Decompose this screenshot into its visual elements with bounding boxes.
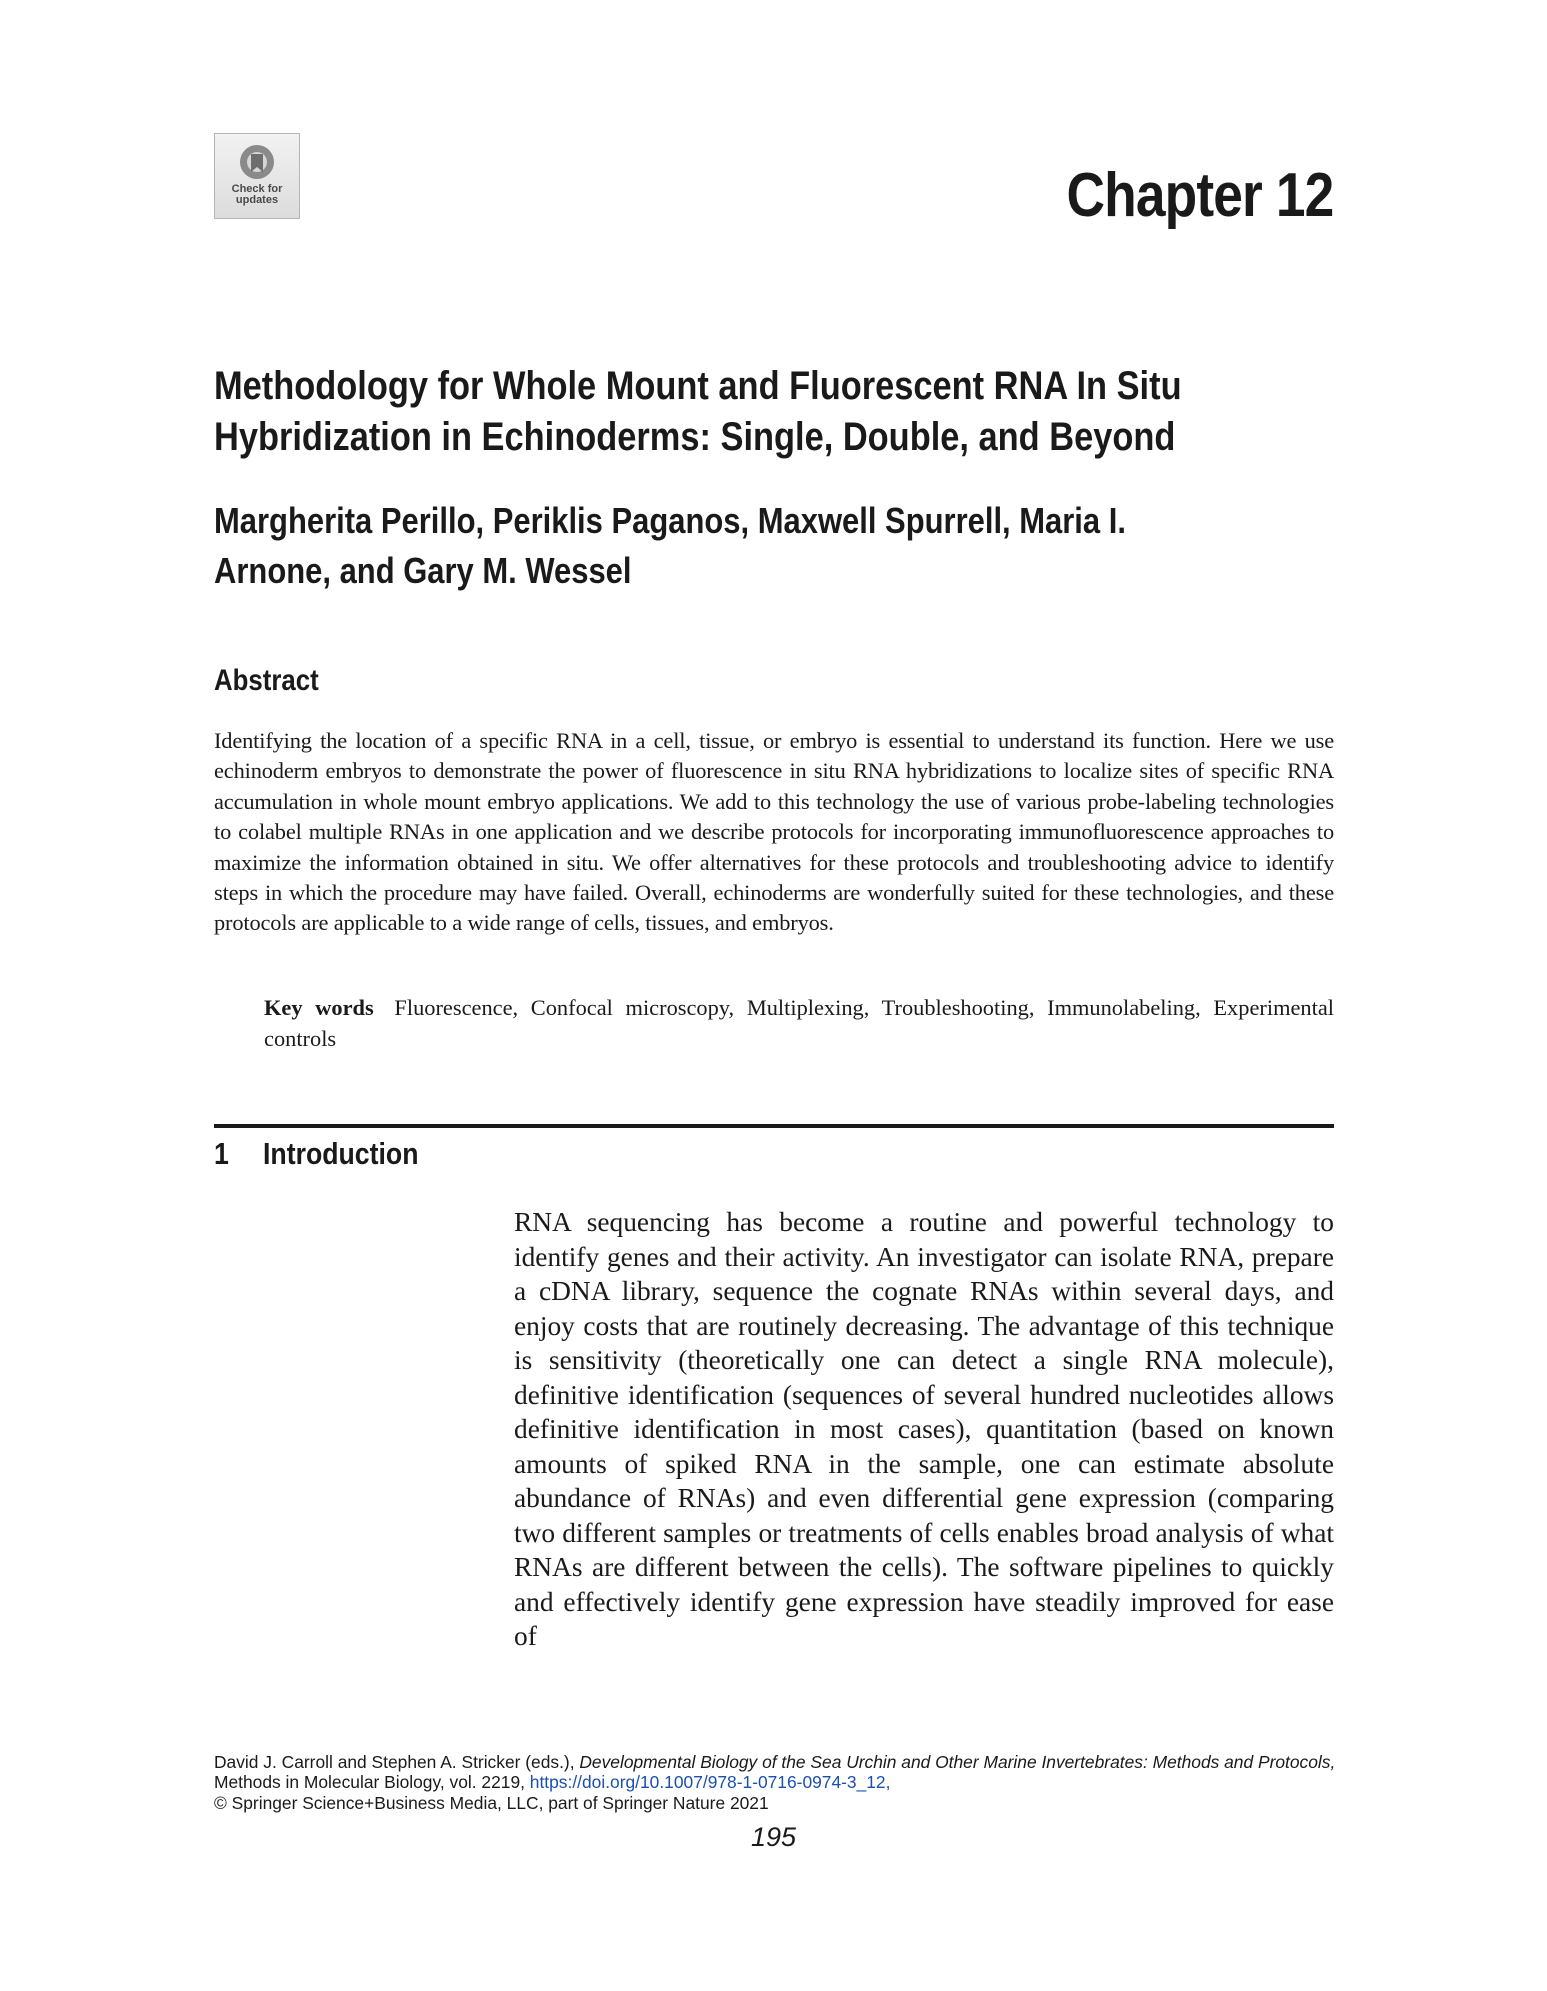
section-title: Introduction bbox=[263, 1136, 419, 1171]
check-for-updates-icon bbox=[215, 142, 299, 182]
section-divider bbox=[214, 1124, 1334, 1128]
keywords-label: Key words bbox=[264, 995, 374, 1020]
abstract-body: Identifying the location of a specific RNA in a cell, tissue, or embryo is essential to understand its function. Here we use echinoderm embryos to demonstrate the power of fluorescence in situ RNA hybridizations to localize sites of specific RNA accumulation in whole mount embryo applications. We add to this technology the use of various probe-labeling technologies to colabel multiple RNAs in one application and we describe protocols for incorporating immunofluorescence approaches to maximize the information obtained in situ. We offer alternatives for these protocols and troubleshooting advice to identify steps in which the procedure may have failed. Overall, echinoderms are wonderfully suited for these technologies, and these protocols are applicable to a wide range of cells, tissues, and embryos. bbox=[214, 728, 1334, 936]
section-number: 1 bbox=[214, 1136, 229, 1171]
page-number: 195 bbox=[750, 1822, 797, 1852]
introduction-body: RNA sequencing has become a routine and powerful technology to identify genes and their activity. An investigator can isolate RNA, prepare a cDNA library, sequence the cognate RNAs within several days, and enjoy costs that are routinely decreasing. The advantage of this technique is sensitivity (theoretically one can detect a single RNA molecule), definitive identification (sequences of several hundred nucleotides allows definitive identification in most cases), quantitation (based on known amounts of spiked RNA in the sample, one can estimate absolute abundance of RNAs) and even differential gene expression (comparing two different samples or treatments of cells enables broad analysis of what RNAs are different between the cells). The software pipelines to quickly and effectively identify gene expression have steadily improved for ease of bbox=[514, 1207, 1334, 1651]
footer-copyright: © Springer Science+Business Media, LLC, part of Springer Nature 2021 bbox=[214, 1792, 769, 1813]
check-for-updates-label: Check for updates bbox=[231, 183, 283, 206]
author-list: Margherita Perillo, Periklis Paganos, Maxwell Spurrell, Maria I. Arnone, and Gary M. Wessel bbox=[214, 500, 1126, 591]
check-for-updates-badge[interactable] bbox=[214, 133, 300, 219]
keywords bbox=[264, 993, 1334, 1054]
footer-book-title: Developmental Biology of the Sea Urchin and Other Marine Invertebrates: Methods and Protocols, bbox=[579, 1752, 1336, 1772]
doi-link[interactable]: https://doi.org/10.1007/978-1-0716-0974-3_12, bbox=[529, 1772, 891, 1793]
footer-editors: David J. Carroll and Stephen A. Stricker (eds.), bbox=[214, 1752, 575, 1772]
chapter-label: Chapter 12 bbox=[1066, 161, 1333, 230]
citation-footer bbox=[214, 1752, 1354, 1813]
footer-series: Methods in Molecular Biology, vol. 2219, bbox=[214, 1772, 525, 1793]
paper-title: Methodology for Whole Mount and Fluorescent RNA In Situ Hybridization in Echinoderms: Single, Double, and Beyond bbox=[214, 364, 1182, 459]
abstract-heading: Abstract bbox=[214, 664, 319, 697]
keywords-text: Fluorescence, Confocal microscopy, Multiplexing, Troubleshooting, Immunolabeling, Experimental controls bbox=[264, 995, 1334, 1051]
